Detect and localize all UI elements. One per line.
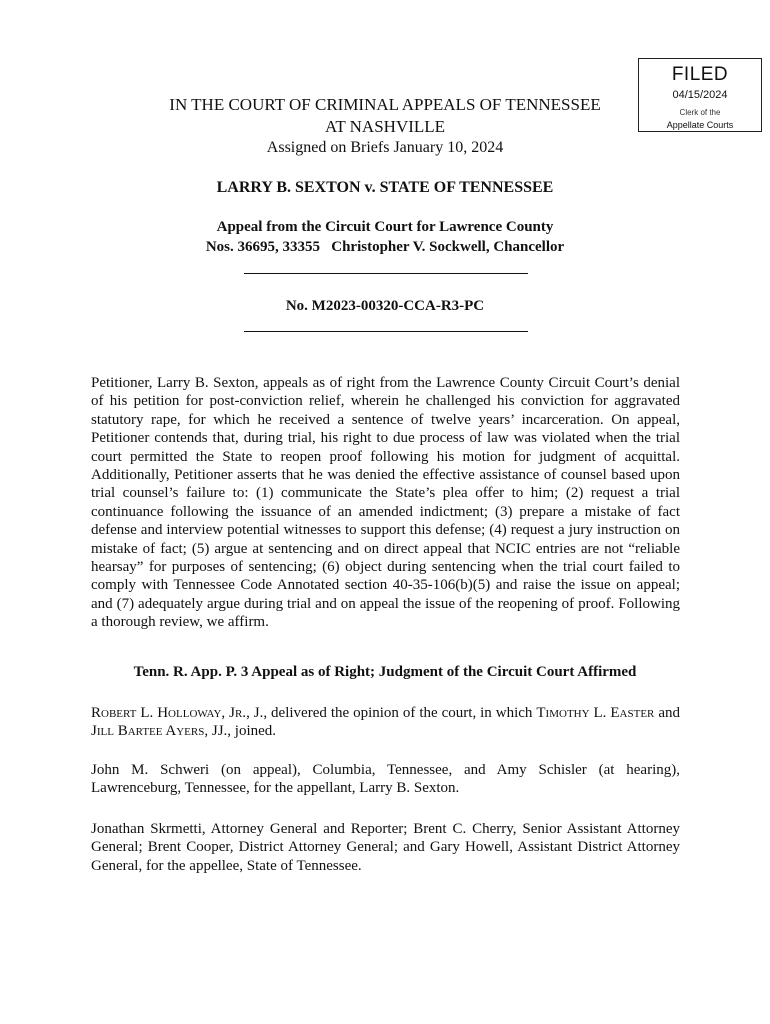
opinion-text-3: , JJ., joined. <box>204 723 277 740</box>
docket-number: No. M2023-00320-CCA-R3-PC <box>285 298 485 314</box>
joining-judge-1: Timothy L. Easter <box>536 705 655 721</box>
court-location: AT NASHVILLE <box>324 117 446 136</box>
case-title: LARRY B. SEXTON v. STATE OF TENNESSEE <box>216 179 554 196</box>
stamp-title: FILED <box>671 64 729 85</box>
opinion-text-2: and <box>654 705 680 721</box>
counsel-appellant: John M. Schweri (on appeal), Columbia, Tennessee, and Amy Schisler (at hearing), Lawrenceburg, Tennessee, for the appellant, Larry B. Sexton. <box>91 762 680 797</box>
counsel-appellee: Jonathan Skrmetti, Attorney General and Reporter; Brent C. Cherry, Senior Assistant Attorney General; Brent Cooper, District Attorney General; and Gary Howell, Assistant District Attorney General, for the appellee, State of Tennessee. <box>91 821 680 874</box>
holding: Tenn. R. App. P. 3 Appeal as of Right; Judgment of the Circuit Court Affirmed <box>133 664 637 680</box>
stamp-date: 04/15/2024 <box>672 89 728 101</box>
opinion-credit <box>91 704 680 741</box>
joining-judge-2: Jill Bartee Ayers <box>91 723 205 740</box>
case-summary: Petitioner, Larry B. Sexton, appeals as of right from the Lawrence County Circuit Court’s denial of his petition for post-conviction relief, wherein he challenged his conviction for aggravated statutory rape, for which he received a sentence of twelve years’ incarceration. On appeal, Petitioner contends that, during trial, his right to due process of law was violated when the trial court permitted the State to reopen proof following his motion for judgment of acquittal. Additionally, Petitioner asserts that he was denied the effective assistance of counsel based upon trial counsel’s failure to: (1) communicate the State’s plea offer to him; (2) request a trial continuance following the issuance of an amended indictment; (3) prepare a mistake of fact defense and interview potential witnesses to support this defense; (4) request a jury instruction on mistake of fact; (5) argue at sentencing and on direct appeal that NCIC entries are not “reliable hearsay” for purposes of sentencing; (6) object during sentencing when the trial court failed to comply with Tennessee Code Annotated section 40-35-106(b)(5) and raise the issue on appeal; and (7) adequately argue during trial and on appeal the issue of the reopening of proof. Following a thorough review, we affirm. <box>91 375 680 631</box>
stamp-clerk-line: Clerk of the <box>679 108 721 117</box>
trial-case-numbers: Nos. 36695, 33355 Christopher V. Sockwell, Chancellor <box>205 239 565 255</box>
divider-top <box>244 273 528 274</box>
divider-bottom <box>244 331 528 332</box>
opinion-text-1: , J., delivered the opinion of the court, in which <box>246 705 537 721</box>
stamp-courts-line: Appellate Courts <box>666 120 734 130</box>
court-name: IN THE COURT OF CRIMINAL APPEALS OF TENNESSEE <box>169 95 601 114</box>
author-judge: Robert L. Holloway, Jr. <box>91 705 247 721</box>
appeal-origin: Appeal from the Circuit Court for Lawrence County <box>216 219 554 235</box>
assigned-date: Assigned on Briefs January 10, 2024 <box>266 139 504 156</box>
